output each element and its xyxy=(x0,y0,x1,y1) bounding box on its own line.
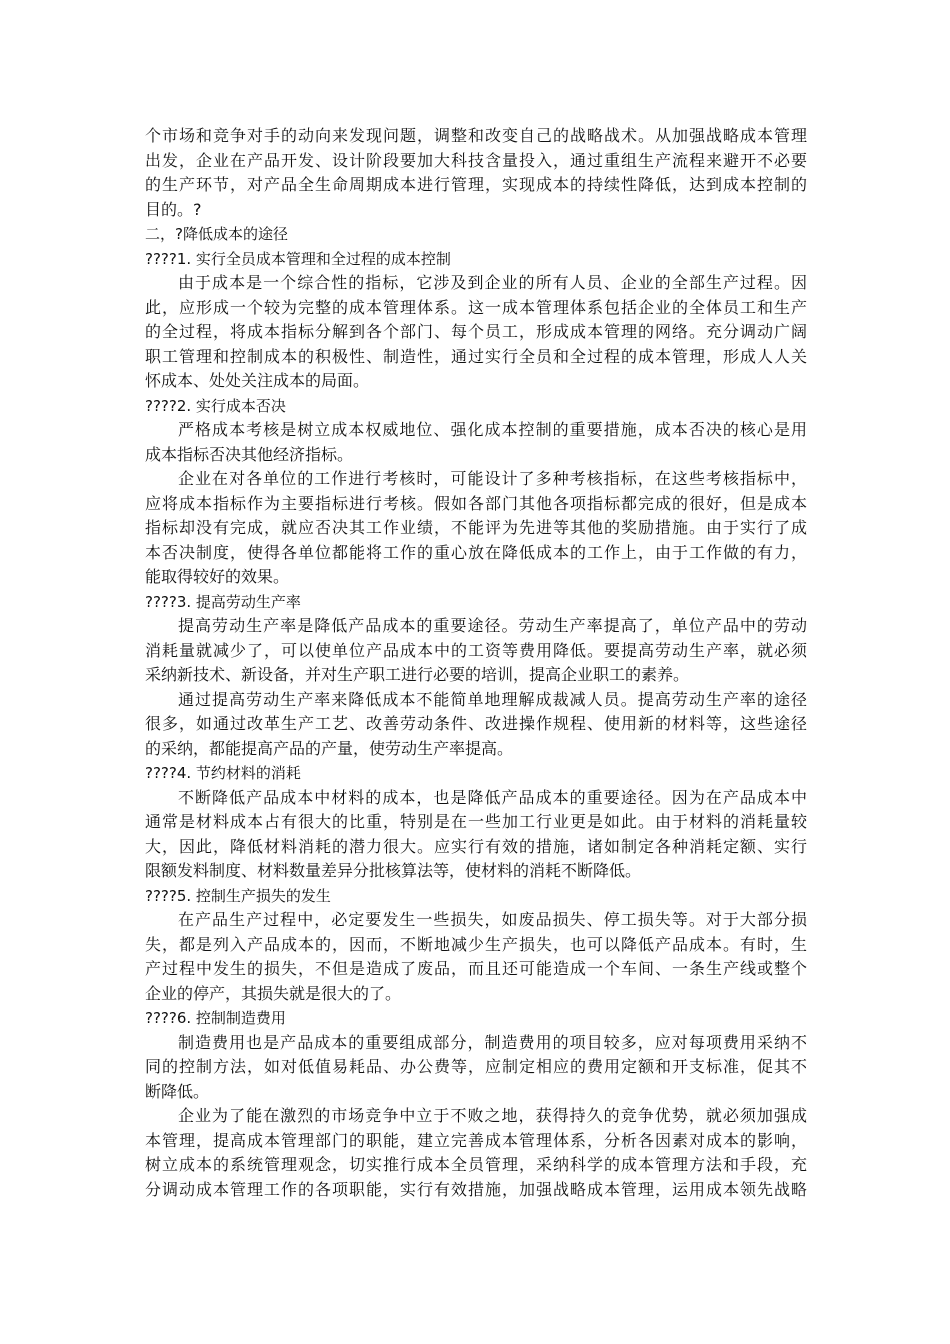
text-line: 在产品生产过程中，必定要发生一些损失，如废品损失、停工损失等。对于大部分损 xyxy=(178,910,807,929)
text-line: 分调动成本管理工作的各项职能，实行有效措施，加强战略成本管理，运用成本领先战略 xyxy=(145,1179,807,1199)
section-heading: ????1. 实行全员成本管理和全过程的成本控制 xyxy=(145,249,451,268)
text-line: 职工管理和控制成本的积极性、制造性，通过实行全员和全过程的成本管理，形成人人关 xyxy=(145,346,807,366)
text-line: 本否决制度，使得各单位都能将工作的重心放在降低成本的工作上，由于工作做的有力， xyxy=(145,542,807,562)
section-heading: 二，?降低成本的途径 xyxy=(145,225,288,243)
text-line: 产过程中发生的损失，不但是造成了废品，而且还可能造成一个车间、一条生产线或整个 xyxy=(145,959,807,978)
text-line: 企业在对各单位的工作进行考核时，可能设计了多种考核指标，在这些考核指标中， xyxy=(178,469,807,488)
text-line: 本管理，提高成本管理部门的职能，建立完善成本管理体系，分析各因素对成本的影响， xyxy=(145,1130,807,1150)
text-line: 不断降低产品成本中材料的成本，也是降低产品成本的重要途径。因为在产品成本中 xyxy=(178,787,807,807)
text-line: 成本指标否决其他经济指标。 xyxy=(145,444,354,464)
text-line: 通常是材料成本占有很大的比重，特别是在一些加工行业更是如此。由于材料的消耗量较 xyxy=(145,812,807,831)
document-page xyxy=(145,124,807,1202)
text-line: 限额发料制度、材料数量差异分批核算法等，使材料的消耗不断降低。 xyxy=(145,861,642,880)
text-line: 很多，如通过改革生产工艺、改善劳动条件、改进操作规程、使用新的材料等，这些途径 xyxy=(145,714,807,733)
text-line: 的生产环节，对产品全生命周期成本进行管理，实现成本的持续性降低，达到成本控制的 xyxy=(145,175,807,194)
text-line: 制造费用也是产品成本的重要组成部分，制造费用的项目较多，应对每项费用采纳不 xyxy=(178,1032,807,1052)
section-heading: ????6. 控制制造费用 xyxy=(145,1009,286,1027)
text-line: 此，应形成一个较为完整的成本管理体系。这一成本管理体系包括企业的全体员工和生产 xyxy=(145,297,807,317)
text-line: 失，都是列入产品成本的，因而，不断地减少生产损失，也可以降低产品成本。有时，生 xyxy=(145,934,807,954)
section-heading: ????5. 控制生产损失的发生 xyxy=(145,886,331,905)
text-line: 采纳新技术、新设备，并对生产职工进行必要的培训，提高企业职工的素养。 xyxy=(145,665,690,684)
text-line: 大，因此，降低材料消耗的潜力很大。应实行有效的措施，诸如制定各种消耗定额、实行 xyxy=(145,836,807,856)
text-line: 个市场和竞争对手的动向来发现问题，调整和改变自己的战略战术。从加强战略成本管理 xyxy=(145,126,807,145)
text-line: 出发，企业在产品开发、设计阶段要加大科技含量投入，通过重组生产流程来避开不必要 xyxy=(145,150,807,170)
text-line: 企业的停产，其损失就是很大的了。 xyxy=(145,983,402,1003)
text-line: 目的。? xyxy=(145,199,202,219)
text-line: 能取得较好的效果。 xyxy=(145,567,290,586)
text-line: 企业为了能在激烈的市场竞争中立于不败之地，获得持久的竞争优势，就必须加强成 xyxy=(178,1106,807,1125)
section-heading: ????3. 提高劳动生产率 xyxy=(145,592,301,611)
text-line: 严格成本考核是树立成本权威地位、强化成本控制的重要措施，成本否决的核心是用 xyxy=(178,420,807,439)
text-line: 消耗量就减少了，可以使单位产品成本中的工资等费用降低。要提高劳动生产率，就必须 xyxy=(145,640,807,660)
text-line: 树立成本的系统管理观念，切实推行成本全员管理，采纳科学的成本管理方法和手段，充 xyxy=(145,1155,807,1174)
text-line: 提高劳动生产率是降低产品成本的重要途径。劳动生产率提高了，单位产品中的劳动 xyxy=(178,616,807,635)
text-line: 通过提高劳动生产率来降低成本不能简单地理解成裁减人员。提高劳动生产率的途径 xyxy=(178,689,807,709)
text-line: 同的控制方法，如对低值易耗品、办公费等，应制定相应的费用定额和开支标准，促其不 xyxy=(145,1057,807,1076)
text-line: 怀成本、处处关注成本的局面。 xyxy=(145,371,370,390)
section-heading: ????2. 实行成本否决 xyxy=(145,396,286,415)
text-line: 由于成本是一个综合性的指标，它涉及到企业的所有人员、企业的全部生产过程。因 xyxy=(178,273,807,292)
text-line: 断降低。 xyxy=(145,1081,210,1101)
text-line: 的采纳，都能提高产品的产量，使劳动生产率提高。 xyxy=(145,738,514,758)
text-line: 应将成本指标作为主要指标进行考核。假如各部门其他各项指标都完成的很好，但是成本 xyxy=(145,493,807,513)
text-line: 的全过程，将成本指标分解到各个部门、每个员工，形成成本管理的网络。充分调动广阔 xyxy=(145,322,807,341)
section-heading: ????4. 节约材料的消耗 xyxy=(145,764,301,782)
text-line: 指标却没有完成，就应否决其工作业绩，不能评为先进等其他的奖励措施。由于实行了成 xyxy=(145,518,807,537)
